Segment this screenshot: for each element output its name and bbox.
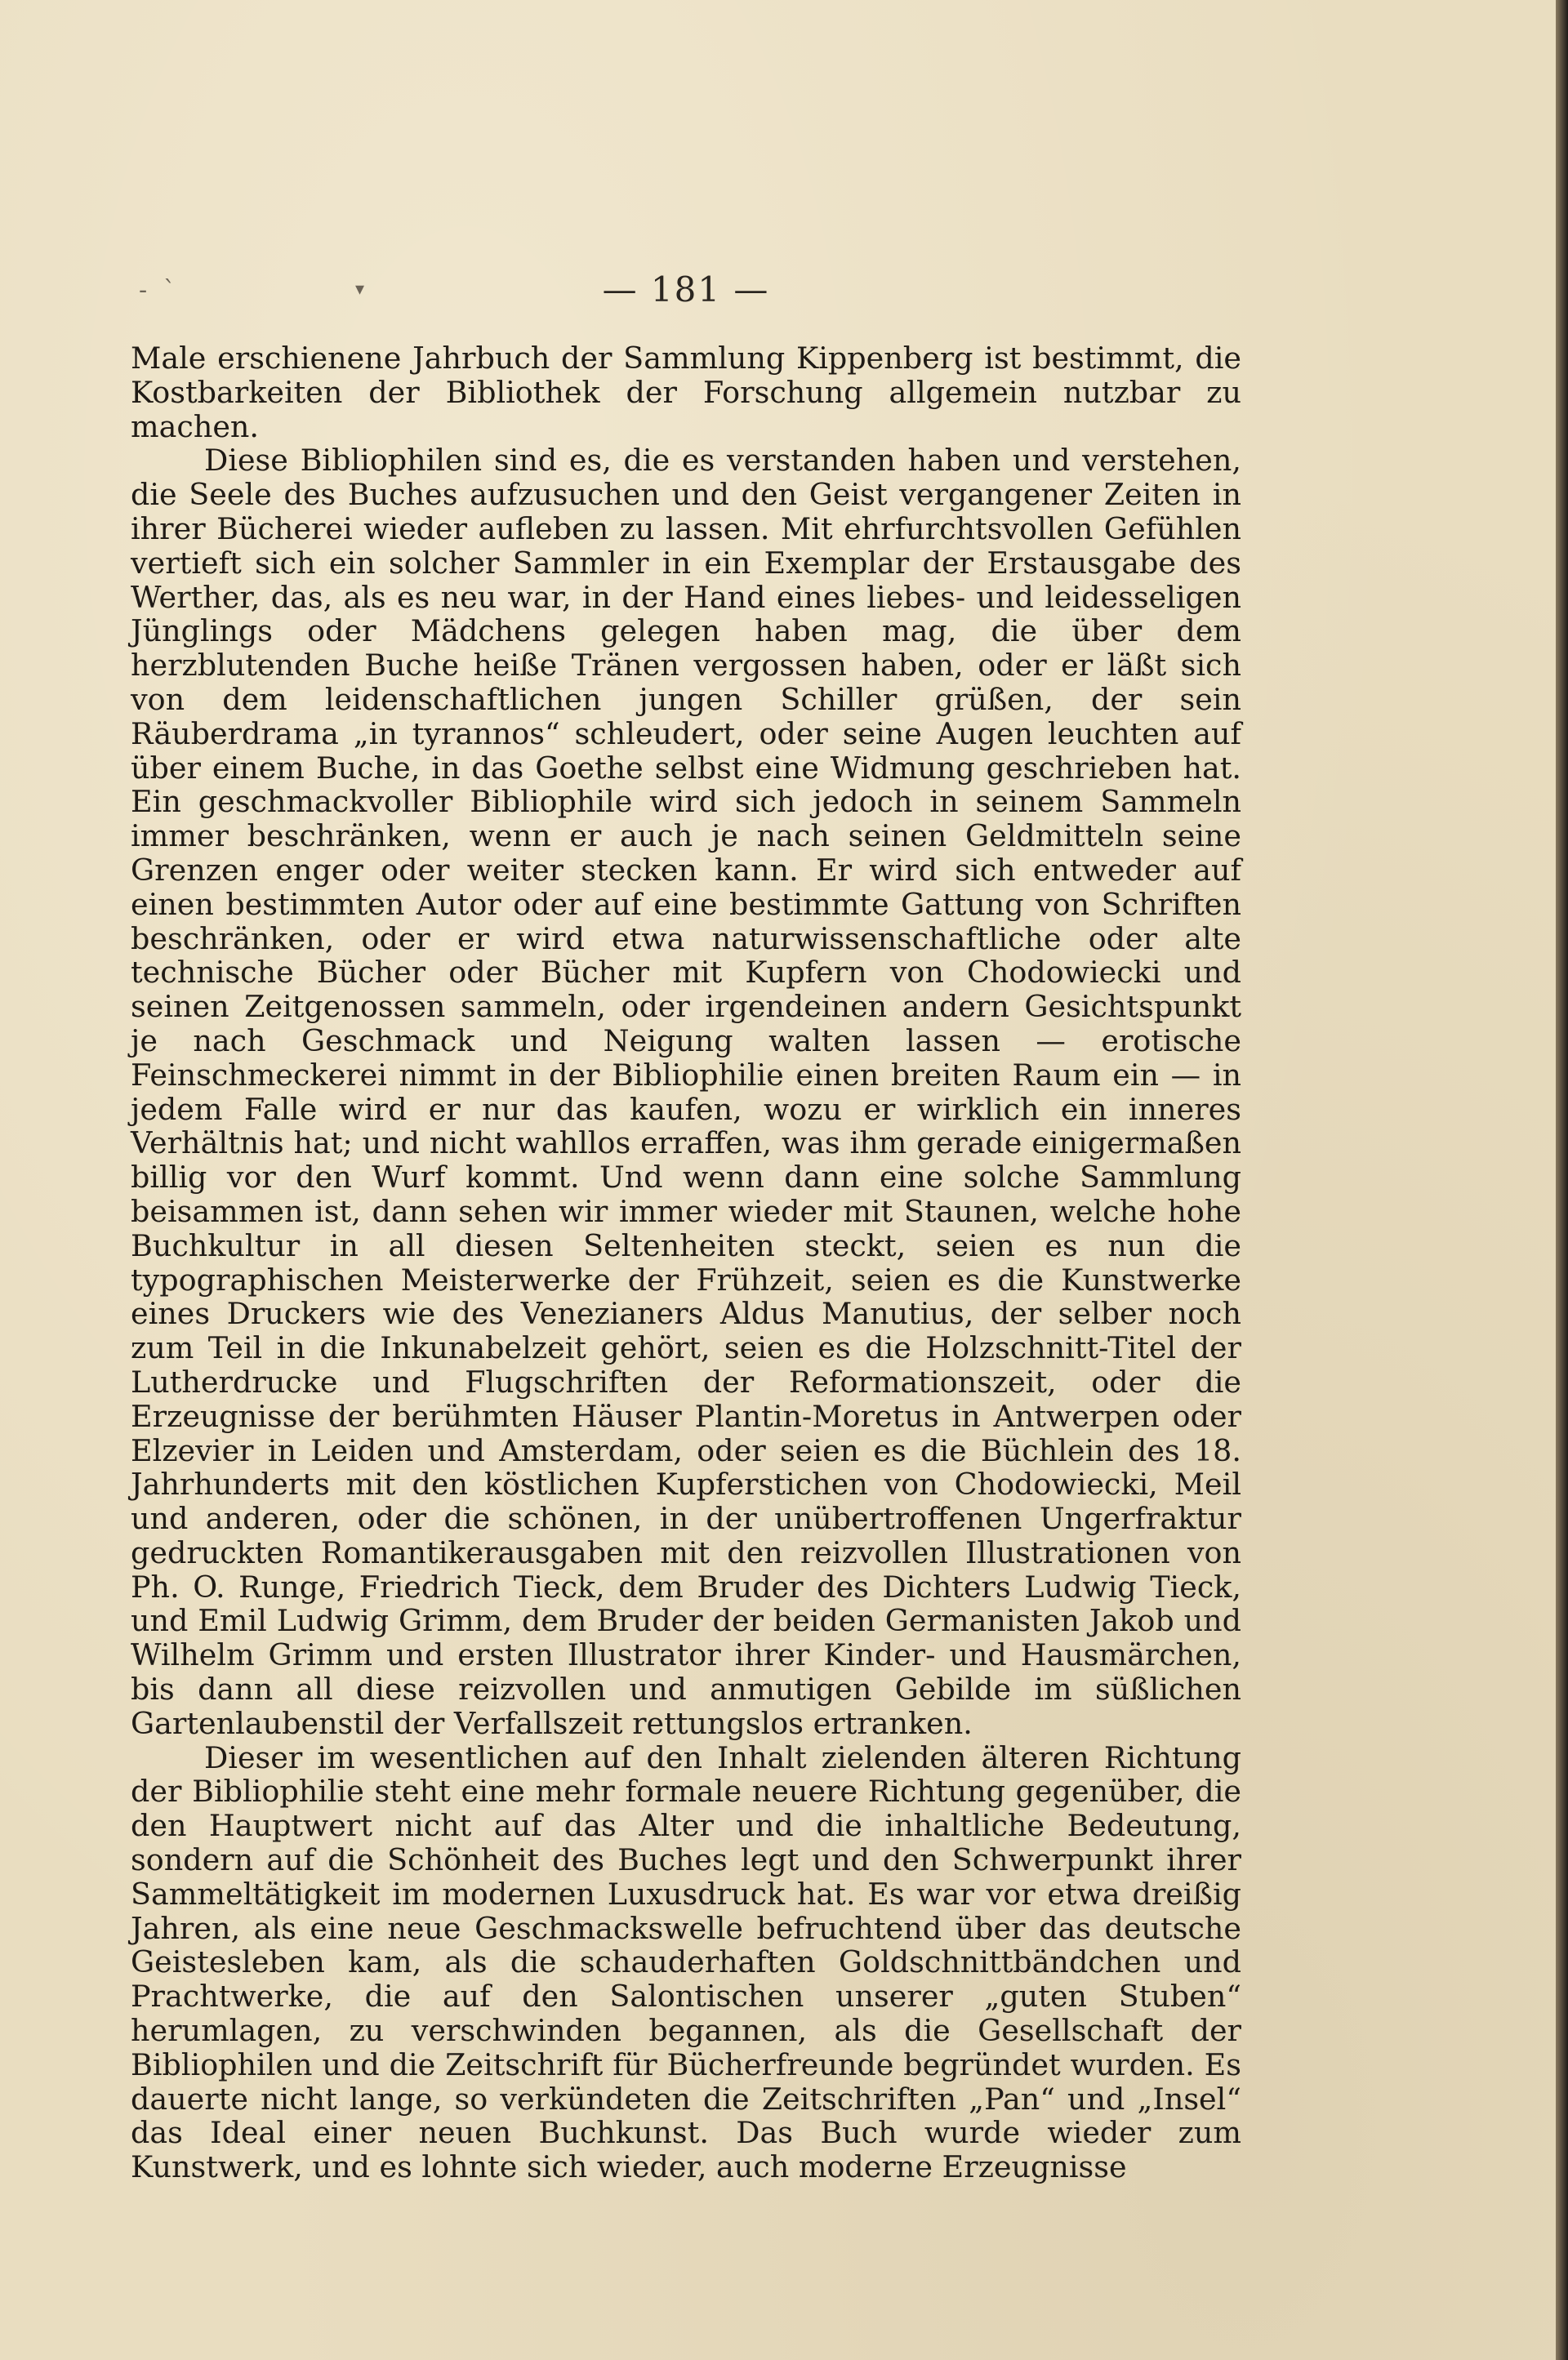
page-header [131,269,1241,318]
margin-mark: ` [163,276,176,305]
paragraph: Dieser im wesentlichen auf den Inhalt zielenden älteren Richtung der Bibliophilie steht eine mehr formale neuere Richtung gegenüber, die den Hauptwert nicht auf das Alter und die inhaltliche Bedeutung, sondern auf die Schönheit des Buches legt und den Schwerpunkt ihrer Sammeltätigkeit im modernen Luxusdruck hat. Es war vor etwa dreißig Jahren, als eine neue Geschmackswelle befruchtend über das deutsche Geistesleben kam, als die schauderhaften Goldschnittbändchen und Prachtwerke, die auf den Salontischen unserer „guten Stuben“ herumlagen, zu verschwinden begannen, als die Gesellschaft der Bibliophilen und die Zeitschrift für Bücherfreunde begründet wurden. Es dauerte nicht lange, so verkündeten die Zeitschriften „Pan“ und „Insel“ das Ideal einer neuen Buchkunst. Das Buch wurde wieder zum Kunstwerk, und es lohnte sich wieder, auch moderne Erzeugnisse [131,1739,1241,2185]
body-text [131,341,1241,2184]
page-edge [1556,0,1568,2360]
paragraph: Diese Bibliophilen sind es, die es verstanden haben und verstehen, die Seele des Buches aufzusuchen und den Geist vergangener Zeiten in ihrer Bücherei wieder aufleben zu lassen. Mit ehrfurchtsvollen Gefühlen vertieft sich ein solcher Sammler in ein Exemplar der Erstausgabe des Werther, das, als es neu war, in der Hand eines liebes- und leidesseligen Jünglings oder Mädchens gelegen haben mag, die über dem herzblutenden Buche heiße Tränen vergossen haben, oder er läßt sich von dem leidenschaftlichen jungen Schiller grüßen, der sein Räuberdrama „in tyrannos“ schleudert, oder seine Augen leuchten auf über einem Buche, in das Goethe selbst eine Widmung geschrieben hat. Ein geschmackvoller Bibliophile wird sich jedoch in seinem Sammeln immer beschränken, wenn er auch je nach seinen Geldmitteln seine Grenzen enger oder weiter stecken kann. Er wird sich entweder auf einen bestimmten Autor oder auf eine bestimmte Gattung von Schriften beschränken, oder er wird etwa naturwissenschaftliche oder alte technische Bücher oder Bücher mit Kupfern von Chodowiecki und seinen Zeitgenossen sammeln, oder irgendeinen andern Gesichtspunkt je nach Geschmack und Neigung walten lassen — erotische Feinschmeckerei nimmt in der Bibliophilie einen breiten Raum ein — in jedem Falle wird er nur das kaufen, wozu er wirklich ein inneres Verhältnis hat; und nicht wahllos erraffen, was ihm gerade einigermaßen billig vor den Wurf kommt. Und wenn dann eine solche Sammlung beisammen ist, dann sehen wir immer wieder mit Staunen, welche hohe Buchkultur in all diesen Seltenheiten steckt, seien es nun die typographischen Meisterwerke der Frühzeit, seien es die Kunstwerke eines Druckers wie des Venezianers Aldus Manutius, der selber noch zum Teil in die Inkunabelzeit gehört, seien es die Holzschnitt-Titel der Lutherdrucke und Flugschriften der Reformationszeit, oder die Erzeugnisse der berühmten Häuser Plantin-Moretus in Antwerpen oder Elzevier in Leiden und Amsterdam, oder seien es die Büchlein des 18. Jahrhunderts mit den köstlichen Kupferstichen von Chodowiecki, Meil und anderen, oder die schönen, in der unübertroffenen Ungerfraktur gedruckten Romantikerausgaben mit den reizvollen Illustrationen von Ph. O. Runge, Friedrich Tieck, dem Bruder des Dichters Ludwig Tieck, und Emil Ludwig Grimm, dem Bruder der beiden Germanisten Jakob und Wilhelm Grimm und ersten Illustrator ihrer Kinder- und Hausmärchen, bis dann all diese reizvollen und anmutigen Gebilde im süßlichen Gartenlaubenstil der Verfallszeit rettungslos ertranken. [131,443,1241,1741]
margin-mark: ▾ [355,279,365,300]
paragraph: Male erschienene Jahrbuch der Sammlung Kippenberg ist bestimmt, die Kostbarkeiten der Bibliothek der Forschung allgemein nutzbar zu machen. [131,341,1241,444]
margin-mark: - [139,276,148,305]
page-number: — 181 — [602,269,770,309]
